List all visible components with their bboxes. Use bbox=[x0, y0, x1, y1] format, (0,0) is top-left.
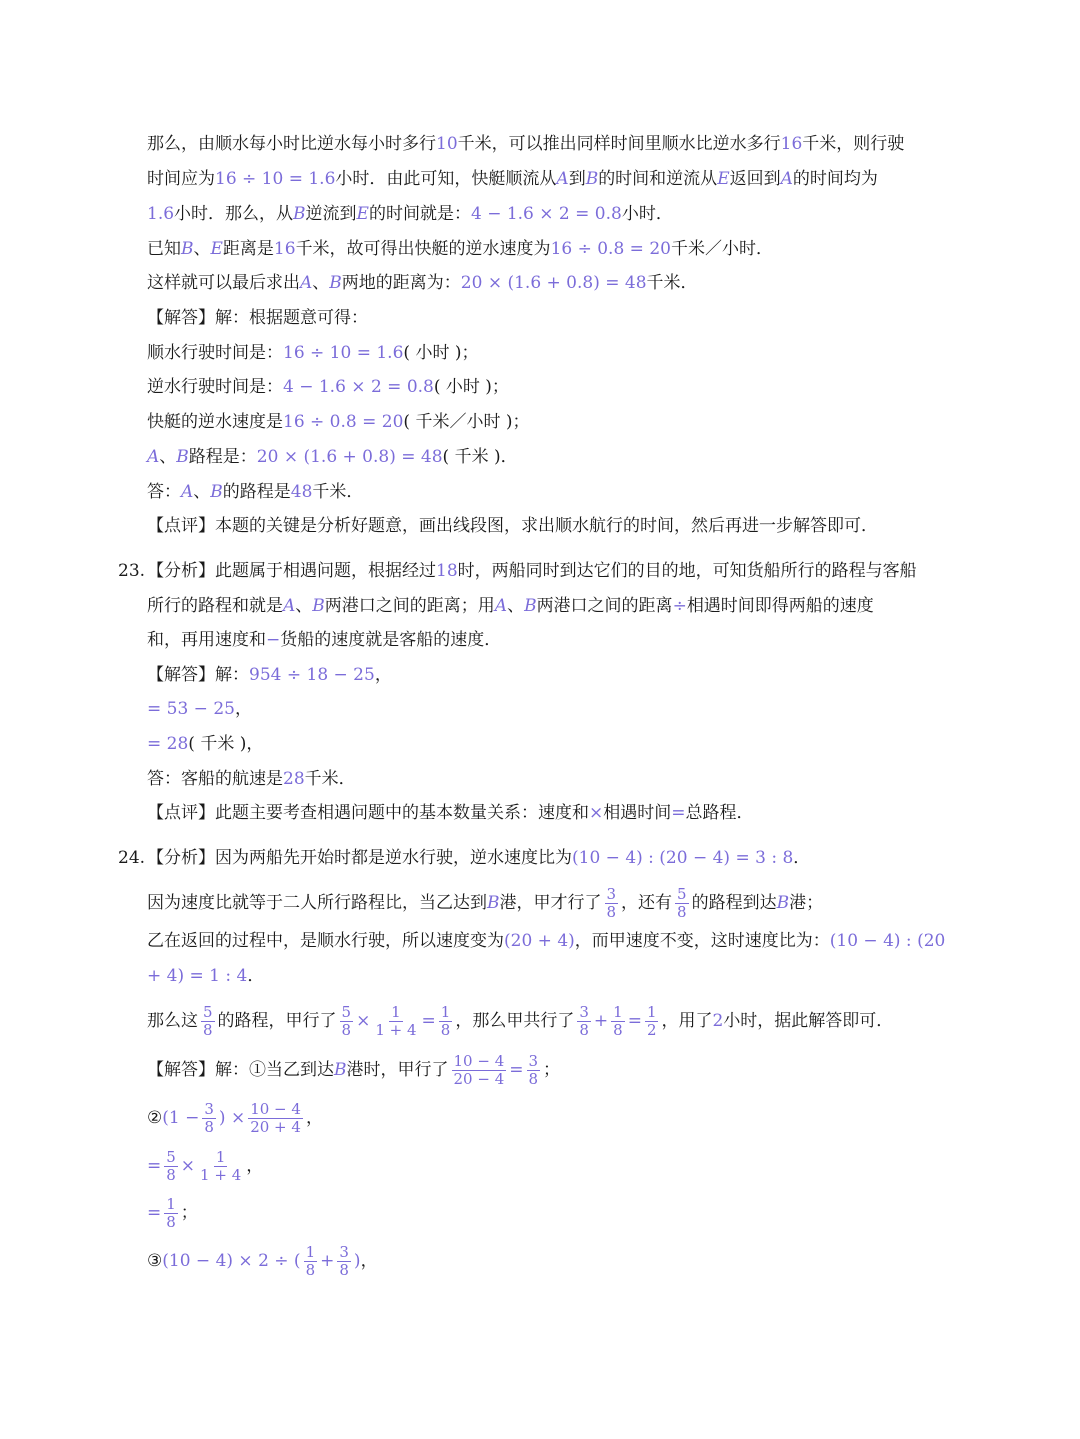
text-line bbox=[147, 270, 970, 296]
fraction bbox=[201, 1004, 215, 1039]
text: 相遇时间即得两船的速度 bbox=[686, 596, 874, 616]
variable: A bbox=[300, 273, 313, 293]
math: 4 − 1.6 × 2 = 0.8 bbox=[283, 377, 434, 397]
text: ，而甲速度不变，这时速度比为： bbox=[574, 931, 830, 951]
denominator: 1 + 4 bbox=[200, 1166, 242, 1184]
math: 20 × (1.6 + 0.8) = 48 bbox=[256, 447, 443, 467]
math: ÷ bbox=[672, 596, 687, 616]
math: = bbox=[671, 803, 686, 823]
math: 16 bbox=[780, 134, 803, 154]
text: 【分析】因为两船先开始时都是逆水行驶，逆水速度比为 bbox=[147, 848, 572, 868]
text: 答： bbox=[147, 482, 181, 502]
text: 【解答】解： bbox=[147, 665, 249, 685]
text: 的路程到达 bbox=[691, 893, 777, 913]
text: 小时．那么，从 bbox=[174, 204, 294, 224]
numerator: 1 bbox=[166, 1195, 176, 1213]
operator: × bbox=[356, 1011, 371, 1031]
denominator: 8 bbox=[339, 1261, 349, 1279]
numerator: 3 bbox=[339, 1243, 349, 1261]
text: 千米． bbox=[646, 273, 698, 293]
text: 【点评】此题主要考查相遇问题中的基本数量关系：速度和 bbox=[147, 803, 589, 823]
variable: B bbox=[585, 169, 599, 189]
denominator: 8 bbox=[440, 1021, 451, 1039]
text-line bbox=[147, 374, 970, 400]
math: = bbox=[147, 1156, 162, 1176]
variable: E bbox=[210, 239, 223, 259]
text: 千米，故可得出快艇的逆水速度为 bbox=[295, 239, 551, 259]
fraction bbox=[605, 886, 619, 921]
fraction bbox=[340, 1004, 354, 1039]
text: ， bbox=[360, 1251, 378, 1271]
text: 、 bbox=[295, 596, 313, 616]
denominator: 20 + 4 bbox=[250, 1118, 301, 1136]
math: 16 bbox=[273, 239, 296, 259]
text: ② bbox=[147, 1108, 163, 1128]
text: 【解答】解：①当乙到达 bbox=[147, 1060, 334, 1080]
text: 千米／小时． bbox=[670, 239, 773, 259]
variable: E bbox=[356, 204, 369, 224]
text: 港时，甲行了 bbox=[346, 1060, 449, 1080]
text-line bbox=[147, 1196, 970, 1231]
text: 两地的距离为： bbox=[341, 273, 461, 293]
text-line bbox=[147, 479, 970, 505]
fraction bbox=[337, 1244, 351, 1279]
text: 千米． bbox=[312, 482, 364, 502]
text: 小时，据此解答即可． bbox=[723, 1011, 894, 1031]
text: 乙在返回的过程中，是顺水行驶，所以速度变为 bbox=[147, 931, 504, 951]
text-line bbox=[147, 731, 970, 757]
text: 逆水行驶时间是： bbox=[147, 377, 283, 397]
text-line bbox=[147, 800, 970, 826]
variable: A bbox=[556, 169, 569, 189]
math: (10 − 4) : (20 − 4) = 3 : 8 bbox=[572, 848, 794, 868]
math: × bbox=[589, 803, 604, 823]
question-number: 24. bbox=[118, 848, 146, 868]
text: 、 bbox=[312, 273, 330, 293]
text-line bbox=[147, 696, 970, 722]
math: 16 ÷ 10 = 1.6 bbox=[215, 169, 336, 189]
math: (20 + 4) bbox=[504, 931, 575, 951]
variable: A bbox=[780, 169, 793, 189]
variable: A bbox=[181, 482, 194, 502]
numerator: 3 bbox=[204, 1100, 214, 1118]
math: + 4) = 1 : 4 bbox=[147, 966, 248, 986]
numerator: 1 bbox=[613, 1003, 623, 1021]
text: ， bbox=[374, 665, 392, 685]
variable: B bbox=[524, 596, 537, 616]
text-line bbox=[147, 409, 970, 435]
math: 1.6 bbox=[147, 204, 175, 224]
denominator: 20 − 4 bbox=[453, 1070, 505, 1088]
text-line bbox=[147, 627, 970, 653]
denominator: 8 bbox=[613, 1021, 623, 1039]
variable: B bbox=[329, 273, 342, 293]
numerator: 3 bbox=[606, 885, 617, 903]
text: 、 bbox=[159, 447, 177, 467]
variable: B bbox=[181, 239, 194, 259]
operator: = bbox=[421, 1011, 436, 1031]
denominator: 8 bbox=[579, 1021, 589, 1039]
text: ，那么甲共行了 bbox=[455, 1011, 575, 1031]
numerator: 10 − 4 bbox=[250, 1100, 301, 1118]
denominator: 2 bbox=[646, 1021, 657, 1039]
operator: × bbox=[180, 1156, 196, 1176]
variable: B bbox=[312, 596, 325, 616]
text: 相遇时间 bbox=[603, 803, 672, 823]
variable: A bbox=[283, 596, 296, 616]
text: ． bbox=[247, 966, 265, 986]
denominator: 8 bbox=[166, 1166, 176, 1184]
text: 的时间和逆流从 bbox=[598, 169, 718, 189]
fraction bbox=[202, 1101, 216, 1136]
math: 28 bbox=[283, 769, 305, 789]
fraction bbox=[527, 1053, 541, 1088]
text: 返回到 bbox=[729, 169, 781, 189]
math: − bbox=[266, 630, 281, 650]
text: 小时． bbox=[621, 204, 673, 224]
fraction bbox=[675, 886, 689, 921]
math: 2 bbox=[712, 1011, 724, 1031]
text: 的时间就是： bbox=[368, 204, 471, 224]
text-line bbox=[147, 593, 970, 619]
fraction bbox=[439, 1004, 453, 1039]
text: 的路程是 bbox=[222, 482, 291, 502]
math: 20 × (1.6 + 0.8) = 48 bbox=[460, 273, 647, 293]
math: 16 ÷ 0.8 = 20 bbox=[550, 239, 671, 259]
text: 时间应为 bbox=[147, 169, 215, 189]
text: 港，甲才行了 bbox=[499, 893, 602, 913]
variable: E bbox=[717, 169, 730, 189]
numerator: 1 bbox=[440, 1003, 451, 1021]
text: ， bbox=[305, 1108, 323, 1128]
text: 因为速度比就等于二人所行路程比，当乙达到 bbox=[147, 893, 487, 913]
denominator: 8 bbox=[204, 1118, 214, 1136]
text: ( 千米 )． bbox=[442, 447, 518, 467]
fraction bbox=[645, 1004, 659, 1039]
text-line bbox=[147, 928, 970, 954]
numerator: 1 bbox=[215, 1148, 226, 1166]
text: ， bbox=[246, 1156, 264, 1176]
fraction bbox=[164, 1196, 178, 1231]
numerator: 5 bbox=[166, 1148, 176, 1166]
text: 【分析】此题属于相遇问题，根据经过 bbox=[147, 561, 436, 581]
comment-line: 【点评】本题的关键是分析好题意，画出线段图，求出顺水航行的时间，然后再进一步解答即可． bbox=[147, 516, 878, 536]
denominator: 1 + 4 bbox=[375, 1021, 417, 1039]
text: 距离是 bbox=[222, 239, 274, 259]
text-line bbox=[147, 340, 970, 366]
fraction bbox=[248, 1101, 303, 1136]
math: = bbox=[147, 1203, 162, 1223]
answer-heading: 【解答】解：根据题意可得： bbox=[147, 308, 368, 328]
denominator: 8 bbox=[203, 1021, 213, 1039]
text-line bbox=[147, 558, 970, 584]
text: 千米，可以推出同样时间里顺水比逆水多行 bbox=[457, 134, 781, 154]
text: 、 bbox=[193, 239, 211, 259]
text-line bbox=[147, 1053, 970, 1088]
fraction bbox=[577, 1004, 591, 1039]
text: ， bbox=[234, 699, 252, 719]
numerator: 1 bbox=[305, 1243, 316, 1261]
math: 954 ÷ 18 − 25 bbox=[249, 665, 375, 685]
text: 答：客船的航速是 bbox=[147, 769, 283, 789]
variable: B bbox=[776, 893, 790, 913]
math: 16 ÷ 0.8 = 20 bbox=[283, 412, 404, 432]
text: ( 千米 )， bbox=[188, 734, 264, 754]
variable: A bbox=[494, 596, 508, 616]
text: 那么，由顺水每小时比逆水每小时多行 bbox=[147, 134, 436, 154]
text: 、 bbox=[507, 596, 525, 616]
variable: B bbox=[334, 1060, 347, 1080]
text: ，还有 bbox=[621, 893, 673, 913]
text: 已知 bbox=[147, 239, 181, 259]
fraction bbox=[611, 1004, 625, 1039]
math: 4 − 1.6 × 2 = 0.8 bbox=[470, 204, 622, 224]
text: 两港口之间的距离；用 bbox=[324, 596, 495, 616]
math: ) × bbox=[218, 1108, 246, 1128]
math: 16 ÷ 10 = 1.6 bbox=[283, 343, 404, 363]
text: 逆流到 bbox=[305, 204, 357, 224]
text: 时，两船同时到达它们的目的地，可知货船所行的路程与客船 bbox=[457, 561, 917, 581]
fraction bbox=[452, 1053, 507, 1088]
denominator: 8 bbox=[305, 1261, 316, 1279]
variable: B bbox=[487, 893, 500, 913]
text: ( 小时 )； bbox=[403, 343, 479, 363]
variable: B bbox=[176, 447, 189, 467]
math: 10 bbox=[436, 134, 458, 154]
numerator: 3 bbox=[579, 1003, 589, 1021]
text: ③ bbox=[147, 1251, 163, 1271]
denominator: 8 bbox=[606, 903, 617, 921]
numerator: 3 bbox=[528, 1052, 539, 1070]
text: ； bbox=[180, 1203, 198, 1223]
operator: = bbox=[509, 1060, 524, 1080]
text-line bbox=[147, 1244, 970, 1279]
numerator: 5 bbox=[341, 1003, 352, 1021]
text: 货船的速度就是客船的速度． bbox=[280, 630, 502, 650]
denominator: 8 bbox=[677, 903, 687, 921]
variable: A bbox=[147, 447, 160, 467]
math: = 53 − 25 bbox=[147, 699, 235, 719]
text: ； bbox=[543, 1060, 561, 1080]
fraction bbox=[198, 1149, 243, 1184]
question-number: 23. bbox=[118, 561, 146, 581]
text: 港； bbox=[789, 893, 824, 913]
numerator: 5 bbox=[677, 885, 687, 903]
denominator: 8 bbox=[341, 1021, 352, 1039]
text: 这样就可以最后求出 bbox=[147, 273, 300, 293]
text-line bbox=[147, 886, 970, 921]
fraction bbox=[164, 1149, 178, 1184]
numerator: 5 bbox=[203, 1003, 213, 1021]
math: = 28 bbox=[147, 734, 189, 754]
operator: + bbox=[320, 1251, 335, 1271]
text-line bbox=[147, 1101, 970, 1136]
text: 顺水行驶时间是： bbox=[147, 343, 283, 363]
text: 快艇的逆水速度是 bbox=[147, 412, 283, 432]
text: 的时间均为 bbox=[792, 169, 878, 189]
numerator: 10 − 4 bbox=[453, 1052, 505, 1070]
numerator: 1 bbox=[391, 1003, 401, 1021]
denominator: 8 bbox=[528, 1070, 539, 1088]
text: 的路程，甲行了 bbox=[217, 1011, 337, 1031]
math: (10 − 4) : (20 bbox=[829, 931, 946, 951]
text: 千米． bbox=[304, 769, 356, 789]
text-line bbox=[147, 662, 970, 688]
math: 18 bbox=[436, 561, 458, 581]
text: 所行的路程和就是 bbox=[147, 596, 283, 616]
text: 那么这 bbox=[147, 1011, 198, 1031]
text: 路程是： bbox=[188, 447, 257, 467]
text-line bbox=[147, 766, 970, 792]
text: ． bbox=[793, 848, 811, 868]
math: ) bbox=[353, 1251, 361, 1271]
denominator: 8 bbox=[166, 1213, 176, 1231]
text-line bbox=[147, 166, 970, 192]
text-line bbox=[147, 845, 970, 871]
text: 到 bbox=[568, 169, 586, 189]
math: 48 bbox=[290, 482, 313, 502]
numerator: 1 bbox=[646, 1003, 657, 1021]
text-line bbox=[147, 201, 970, 227]
text-line bbox=[147, 131, 970, 157]
text: 总路程． bbox=[685, 803, 754, 823]
math: (10 − 4) × 2 ÷ ( bbox=[162, 1251, 301, 1271]
text: 小时．由此可知，快艇顺流从 bbox=[335, 169, 557, 189]
text-line bbox=[147, 444, 970, 470]
fraction bbox=[373, 1004, 418, 1039]
text: ，用了 bbox=[661, 1011, 713, 1031]
fraction bbox=[304, 1244, 318, 1279]
text-line bbox=[147, 963, 970, 989]
text: 、 bbox=[193, 482, 211, 502]
text-line bbox=[147, 1004, 970, 1039]
text: 两港口之间的距离 bbox=[536, 596, 673, 616]
variable: B bbox=[293, 204, 306, 224]
operator: + bbox=[593, 1011, 609, 1031]
text: ( 千米／小时 )； bbox=[403, 412, 530, 432]
text: ( 小时 )； bbox=[433, 377, 509, 397]
text: 千米，则行驶 bbox=[802, 134, 905, 154]
variable: B bbox=[210, 482, 223, 502]
math: (1 − bbox=[162, 1108, 200, 1128]
operator: = bbox=[627, 1011, 642, 1031]
text: 和，再用速度和 bbox=[147, 630, 266, 650]
text-line bbox=[147, 1149, 970, 1184]
text-line bbox=[147, 236, 970, 262]
